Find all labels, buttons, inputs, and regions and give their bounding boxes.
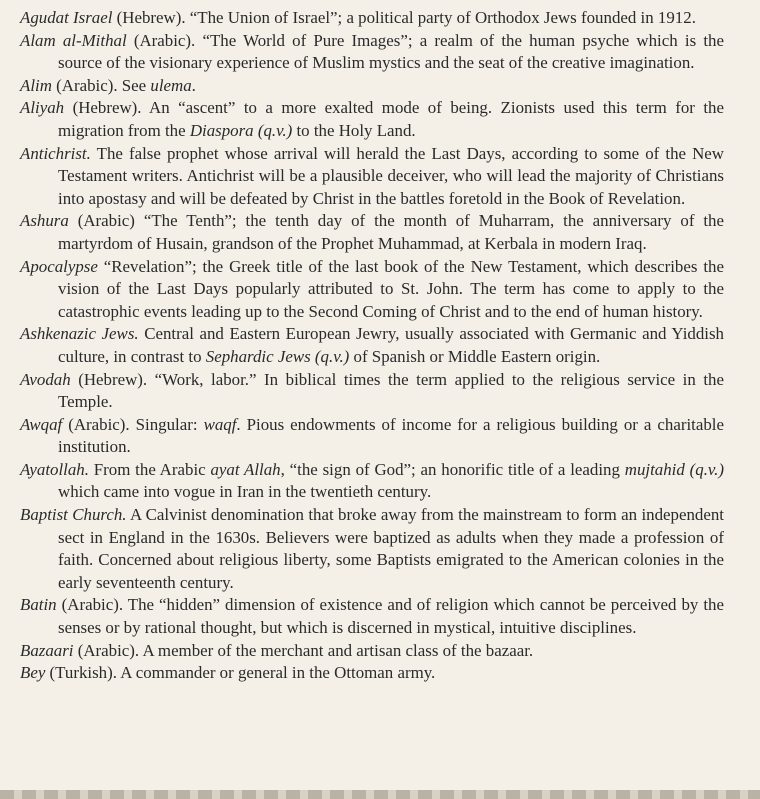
glossary-entry — [20, 662, 724, 685]
entry-definition-text: . — [191, 75, 196, 95]
entry-definition-text: (Arabic). Singular: — [62, 414, 204, 434]
entry-definition-text: which came into vogue in Iran in the twentieth century. — [58, 482, 432, 502]
entry-term: Agudat Israel — [20, 8, 113, 27]
entry-italic-text: Diaspora (q.v.) — [189, 120, 293, 140]
page-bottom-edge — [0, 790, 760, 799]
entry-term: Bazaari — [20, 640, 74, 660]
glossary-entry — [20, 75, 724, 98]
glossary-entries — [20, 7, 724, 685]
entry-definition-text: to the Holy Land. — [292, 120, 416, 140]
entry-definition-text: (Arabic). “The World of Pure Images”; a realm of the human psyche which is the source of the visionary experience of Muslim mystics and the seat of the creative imagination. — [58, 30, 724, 73]
entry-term: Ashura — [20, 211, 69, 231]
glossary-entry — [20, 256, 724, 324]
entry-term: Ayatollah. — [20, 459, 89, 479]
glossary-entry — [20, 97, 724, 142]
entry-term: Bey — [20, 663, 46, 683]
entry-definition-text: Central and Eastern European Jewry, usually associated with Germanic and Yiddish culture, in contrast to — [58, 324, 724, 366]
glossary-page — [20, 7, 724, 685]
glossary-entry — [20, 323, 724, 368]
glossary-entry — [20, 459, 724, 504]
entry-term: Ashkenazic Jews. — [20, 324, 139, 344]
entry-definition-text: (Hebrew). An “ascent” to a more exalted mode of being. Zionists used this term for the migration from the — [58, 98, 724, 140]
glossary-entry — [20, 7, 724, 30]
glossary-entry — [20, 414, 724, 459]
glossary-entry — [20, 640, 724, 663]
entry-term: Baptist Church. — [20, 505, 127, 525]
entry-term: Apocalypse — [20, 256, 98, 276]
entry-definition-text: The false prophet whose arrival will herald the Last Days, according to some of the New Testament writers. Antichrist will be a plausible deceiver, who will lead the majority of Christians into apostasy and will be defeated by Christ in the battles foretold in the Book of Revelation. — [58, 143, 724, 208]
glossary-entry — [20, 30, 724, 75]
entry-italic-text: Sephardic Jews (q.v.) — [205, 346, 350, 366]
entry-italic-text: ulema — [150, 75, 192, 95]
glossary-entry — [20, 594, 724, 639]
entry-definition-text: (Arabic). The “hidden” dimension of existence and of religion which cannot be perceived by the senses or by rational thought, but which is discerned in mystical, intuitive disciplines. — [56, 595, 724, 638]
glossary-entry — [20, 369, 724, 414]
entry-definition-text: (Arabic) “The Tenth”; the tenth day of the month of Muharram, the anniversary of the martyrdom of Husain, grandson of the Prophet Muhammad, at Kerbala in modern Iraq. — [58, 211, 724, 253]
entry-term: Alim — [20, 75, 52, 95]
entry-term: Alam al-Mithal — [20, 30, 127, 50]
entry-definition-text: (Arabic). A member of the merchant and artisan class of the bazaar. — [73, 640, 534, 660]
entry-term: Antichrist. — [20, 143, 91, 163]
entry-definition-text: (Turkish). A commander or general in the Ottoman army. — [45, 663, 436, 683]
entry-definition-text: (Hebrew). “Work, labor.” In biblical times the term applied to the religious service in the Temple. — [58, 369, 724, 412]
entry-italic-text: ayat Allah — [210, 459, 281, 479]
entry-term: Avodah — [20, 369, 71, 389]
glossary-entry — [20, 143, 724, 211]
entry-term: Aliyah — [20, 98, 65, 118]
entry-definition-text: (Hebrew). “The Union of Israel”; a political party of Orthodox Jews founded in 1912. — [112, 8, 696, 27]
entry-definition-text: “Revelation”; the Greek title of the last book of the New Testament, which describes the vision of the Last Days popularly attributed to St. John. The term has come to apply to the catastrophic events leading up to the Second Coming of Christ and to the end of human history. — [58, 256, 724, 321]
entry-italic-text: waqf — [203, 414, 237, 434]
entry-term: Batin — [20, 595, 57, 615]
entry-definition-text: A Calvinist denomination that broke away from the mainstream to form an independent sect in England in the 1630s. Believers were baptized as adults when they made a profession of faith. Concerned about religious liberty, some Baptists emigrated to the American colonies in the early seventeenth century. — [58, 505, 724, 592]
glossary-entry — [20, 210, 724, 255]
entry-definition-text: (Arabic). See — [51, 75, 151, 95]
entry-definition-text: From the Arabic — [88, 459, 211, 479]
entry-term: Awqaf — [20, 414, 63, 434]
entry-definition-text: of Spanish or Middle Eastern origin. — [349, 346, 601, 366]
entry-definition-text: , “the sign of God”; an honorific title of a leading — [280, 459, 625, 479]
entry-italic-text: mujtahid (q.v.) — [624, 459, 725, 479]
glossary-entry — [20, 504, 724, 594]
entry-definition-text: . Pious endowments of income for a religious building or a charitable institution. — [58, 414, 724, 457]
